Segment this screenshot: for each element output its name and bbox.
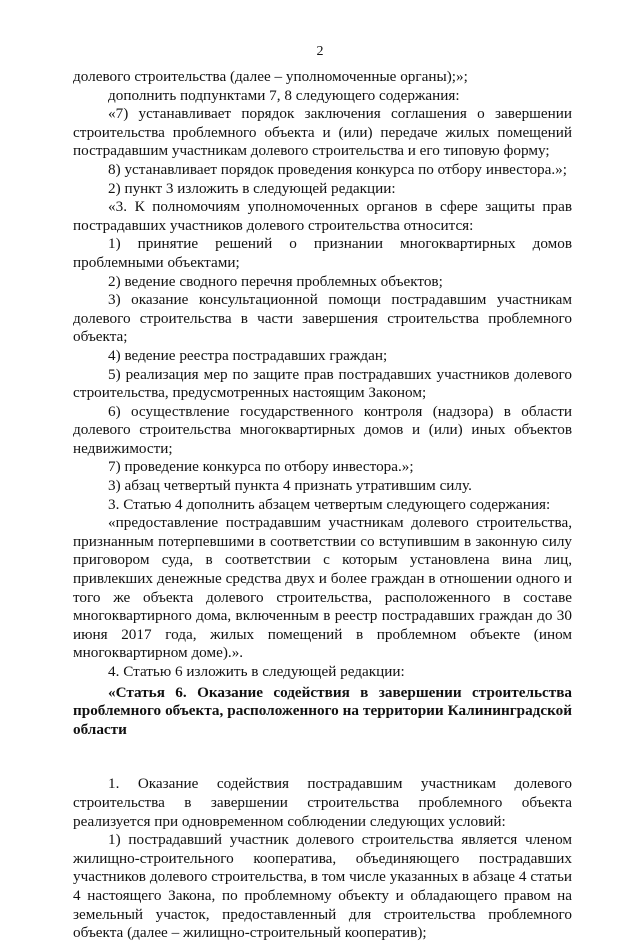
paragraph-8: 2) ведение сводного перечня проблемных объектов; [108,272,443,290]
article-heading: «Статья 6. Оказание содействия в завершении строительства проблемного объекта, расположенного на территории Калининградской области [73,683,572,738]
paragraph-13: 7) проведение конкурса по отбору инвестора.»; [108,458,414,476]
paragraph-17: 4. Статью 6 изложить в следующей редакции: [108,663,405,680]
paragraph-9: 3) оказание консультационной помощи пострадавшим участникам долевого строительства в части завершения строительства проблемного объекта; [73,291,572,346]
paragraph-15: 3. Статью 4 дополнить абзацем четвертым следующего содержания: [108,495,551,513]
document-body [73,68,572,943]
paragraph-12: 6) осуществление государственного контроля (надзора) в области долевого строительства многоквартирных домов и (или) иных объектов недвижимости; [73,402,572,457]
paragraph-5: 2) пункт 3 изложить в следующей редакции: [108,179,396,197]
paragraph-16: «предоставление пострадавшим участникам долевого строительства, признанным потерпевшими в соответствии со вступившим в законную силу приговором суда, в соответствии с которым установлена вина лиц, привлекших денежные средства двух и более граждан в отношении одного и того же объекта долевого строительства, расположенного в составе многоквартирного дома, включенным в реестр пострадавших граждан до 30 июня 2017 года, жилых помещений в проблемном объекте (ином многоквартирном доме).». [73,514,572,662]
paragraph-4: 8) устанавливает порядок проведения конкурса по отбору инвестора.»; [108,160,567,178]
paragraph-3: «7) устанавливает порядок заключения соглашения о завершении строительства проблемного объекта и (или) передаче жилых помещений пострадавшим участникам долевого строительства и его типовую форму; [73,105,572,160]
paragraph-20: 1) пострадавший участник долевого строительства является членом жилищно-строительного кооператива, объединяющего пострадавших участников долевого строительства, в том числе указанных в абзаце 4 статьи 4 настоящего Закона, по проблемному объекту и обладающего правом на земельный участок, предоставленный для строительства проблемного объекта (далее – жилищно-строительный кооператив); [73,831,572,942]
paragraph-6: «3. К полномочиям уполномоченных органов в сфере защиты прав пострадавших участников долевого строительства относится: [73,198,572,234]
paragraph-10: 4) ведение реестра пострадавших граждан; [108,346,388,364]
paragraph-2: дополнить подпунктами 7, 8 следующего содержания: [108,86,460,104]
section-gap [73,739,572,775]
paragraph-11: 5) реализация мер по защите прав пострадавших участников долевого строительства, предусмотренных настоящим Законом; [73,365,572,402]
paragraph-14: 3) абзац четвертый пункта 4 признать утратившим силу. [108,477,472,495]
page-number: 2 [316,44,324,59]
paragraph-19: 1. Оказание содействия пострадавшим участникам долевого строительства в завершении строительства проблемного объекта реализуется при одновременном соблюдении следующих условий: [73,775,572,830]
paragraph-1: долевого строительства (далее – уполномоченные органы);»; [73,68,468,85]
paragraph-7: 1) принятие решений о признании многоквартирных домов проблемными объектами; [73,235,572,271]
